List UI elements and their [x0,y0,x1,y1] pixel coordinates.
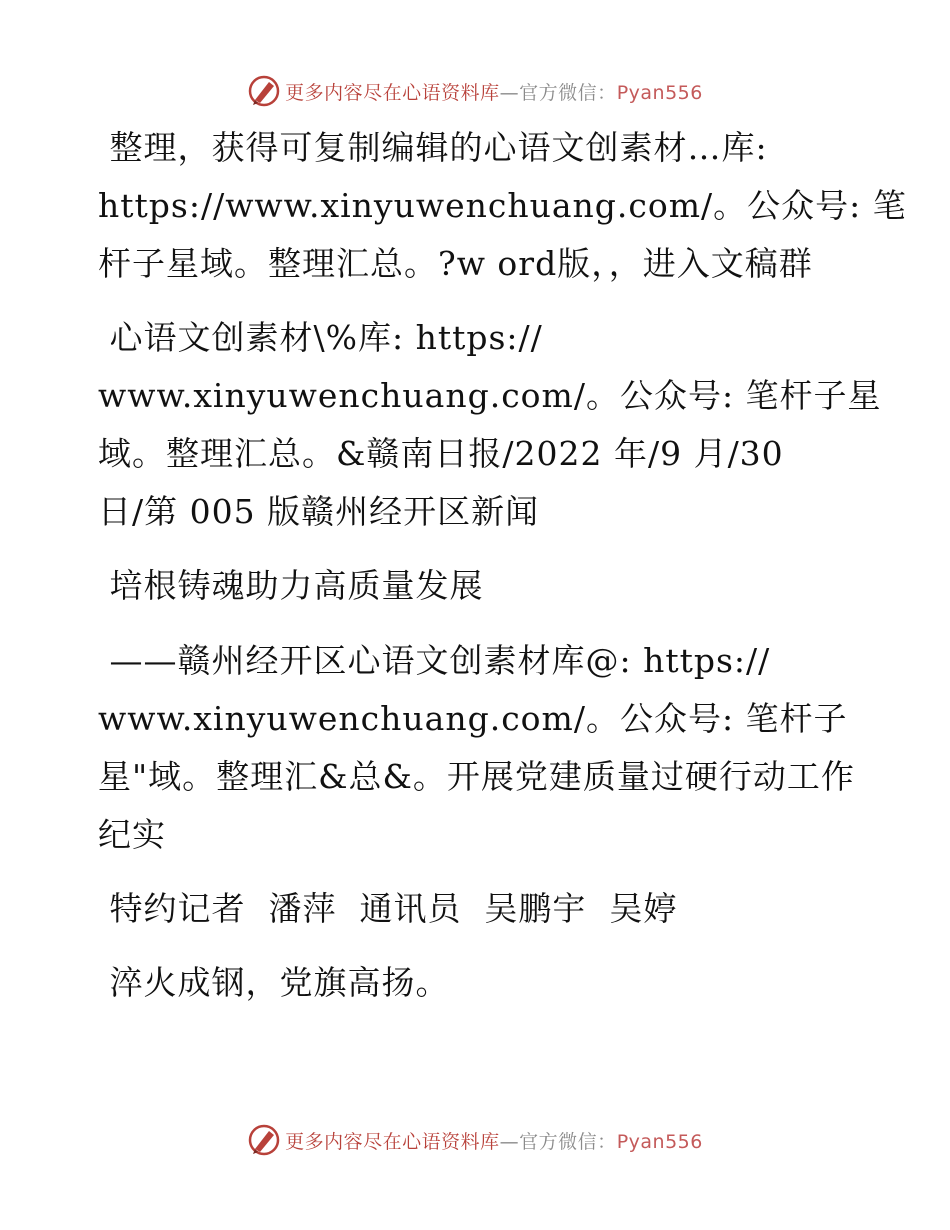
banner-official: 官方微信： [519,81,617,104]
text-line: 整理，获得可复制编辑的心语文创素材…库: [98,128,768,167]
banner-wechat: Pyan556 [616,81,703,104]
banner-dash: — [499,81,520,104]
byline: 特约记者 潘萍 通讯员 吴鹏宇 吴婷 [98,889,678,928]
text-line: https://www.xinyuwenchuang.com/。公众号: 笔 [98,186,907,225]
text-line: www.xinyuwenchuang.com/。公众号: 笔杆子星 [98,376,882,415]
article-title: 培根铸魂助力高质量发展 [98,566,484,605]
text-line: 星"域。整理汇&总&。开展党建质量过硬行动工作 [98,757,855,796]
banner-wechat: Pyan556 [616,1130,703,1153]
text-line: www.xinyuwenchuang.com/。公众号: 笔杆子 [98,699,848,738]
banner-brand: 更多内容尽在心语资料库 [285,1130,500,1153]
watermark-banner-bottom [0,1120,950,1160]
banner-dash: — [499,1130,520,1153]
text-line: 杆子星域。整理汇总。?w ord版，，进入文稿群 [98,244,813,283]
pen-logo-icon [247,74,281,108]
pen-logo-icon [247,1123,281,1157]
text-line: 纪实 [98,815,166,854]
watermark-banner-top [0,71,950,111]
text-line: 域。整理汇总。&赣南日报/2022 年/9 月/30 [98,434,784,473]
text-line: 淬火成钢，党旗高扬。 [98,963,450,1002]
text-line: 日/第 005 版赣州经开区新闻 [98,492,540,531]
text-line: ——赣州经开区心语文创素材库@: https:// [98,641,771,680]
banner-official: 官方微信： [519,1130,617,1153]
text-line: 心语文创素材\%库: https:// [98,318,543,357]
banner-brand: 更多内容尽在心语资料库 [285,81,500,104]
